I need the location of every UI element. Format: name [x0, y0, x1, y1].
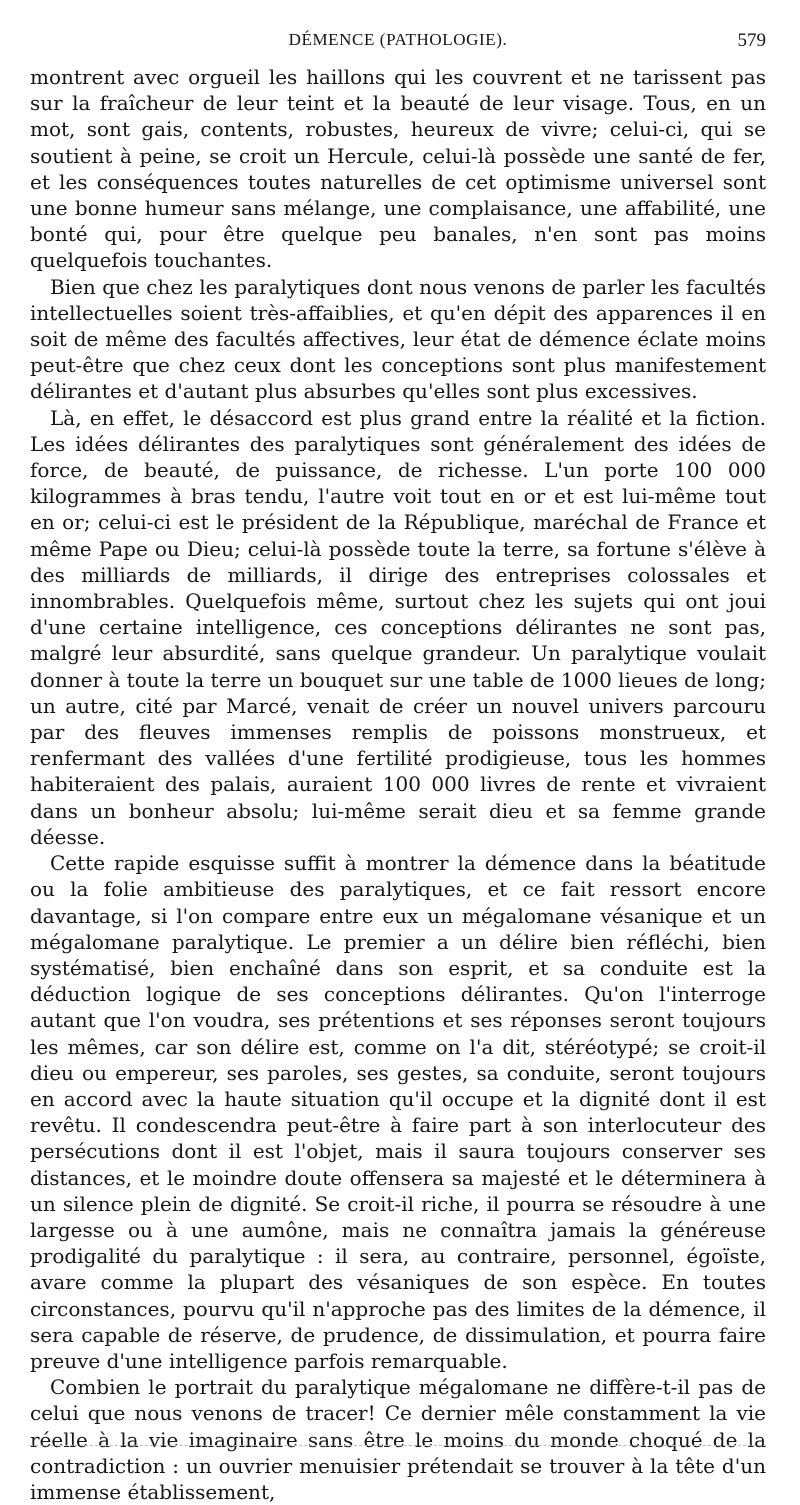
- paragraph-1: montrent avec orgueil les haillons qui les couvrent et ne tarissent pas sur la fraîcheur de leur teint et la beauté de leur visage. Tous, en un mot, sont gais, contents, robustes, heureux de vivre; celui-ci, qui se soutient à peine, se croit un Hercule, celui-là possède une santé de fer, et les conséquences toutes naturelles de cet optimisme universel sont une bonne humeur sans mélange, une complaisance, une affabilité, une bonté qui, pour être quelque peu banales, n'en sont pas moins quelquefois touchantes.: [30, 65, 766, 273]
- running-header: [30, 30, 766, 64]
- paragraph-4: Cette rapide esquisse suffit à montrer la démence dans la béatitude ou la folie ambitieuse des paralytiques, et ce fait ressort encore davantage, si l'on compare entre eux un mégalomane vésanique et un mégalomane paralytique. Le premier a un délire bien réfléchi, bien systématisé, bien enchaîné dans son esprit, et sa conduite est la déduction logique de ses conceptions délirantes. Qu'on l'interroge autant que l'on voudra, ses prétentions et ses réponses seront toujours les mêmes, car son délire est, comme on l'a dit, stéréotypé; se croit-il dieu ou empereur, ses paroles, ses gestes, sa conduite, seront toujours en accord avec la haute situation qu'il occupe et la dignité dont il est revêtu. Il condescendra peut-être à faire part à son interlocuteur des persécutions dont il est l'objet, mais il saura toujours conserver ses distances, et le moindre doute offensera sa majesté et le déterminera à un silence plein de dignité. Se croit-il riche, il pourra se résoudre à une largesse ou à une aumône, mais ne connaîtra jamais la généreuse prodigalité du paralytique : il sera, au contraire, personnel, égoïste, avare comme la plupart des vésaniques de son espèce. En toutes circonstances, pourvu qu'il n'approche pas des limites de la démence, il sera capable de réserve, de prudence, de dissimulation, et pourra faire preuve d'une intelligence parfois remarquable.: [30, 851, 766, 1373]
- paragraph-5: Combien le portrait du paralytique mégalomane ne diffère-t-il pas de celui que nous venons de tracer! Ce dernier mêle constamment la vie réelle à la vie imaginaire sans être le moins du monde choqué de la contradiction : un ouvrier menuisier prétendait se trouver à la tête d'un immense établissement,: [30, 1375, 766, 1504]
- running-title: DÉMENCE (PATHOLOGIE).: [288, 30, 508, 49]
- body-text: [30, 64, 766, 1505]
- paragraph-2: Bien que chez les paralytiques dont nous venons de parler les facultés intellectuelles soient très-affaiblies, et qu'en dépit des apparences il en soit de même des facultés affectives, leur état de démence éclate moins peut-être que chez ceux dont les conceptions sont plus manifestement délirantes et d'autant plus absurbes qu'elles sont plus excessives.: [30, 274, 766, 404]
- page-number: 579: [737, 30, 766, 51]
- document-page: [30, 30, 766, 1505]
- paragraph-3: Là, en effet, le désaccord est plus grand entre la réalité et la fiction. Les idées délirantes des paralytiques sont généralement des idées de force, de beauté, de puissance, de richesse. L'un porte 100 000 kilogrammes à bras tendu, l'autre voit tout en or et est lui-même tout en or; celui-ci est le président de la République, maréchal de France et même Pape ou Dieu; celui-là possède toute la terre, sa fortune s'élève à des milliards de milliards, il dirige des entreprises colossales et innombrables. Quelquefois même, surtout chez les sujets qui ont joui d'une certaine intelligence, ces conceptions délirantes ne sont pas, malgré leur absurdité, sans quelque grandeur. Un paralytique voulait donner à toute la terre un bouquet sur une table de 1000 lieues de long; un autre, cité par Marcé, venait de créer un nouvel univers parcouru par des fleuves immenses remplis de poissons monstrueux, et renfermant des vallées d'une fertilité prodigieuse, tous les hommes habiteraient des palais, auraient 100 000 livres de rente et vivraient dans un bonheur absolu; lui-même serait dieu et sa femme grande déesse.: [30, 405, 766, 849]
- footer-rule: [30, 1445, 766, 1447]
